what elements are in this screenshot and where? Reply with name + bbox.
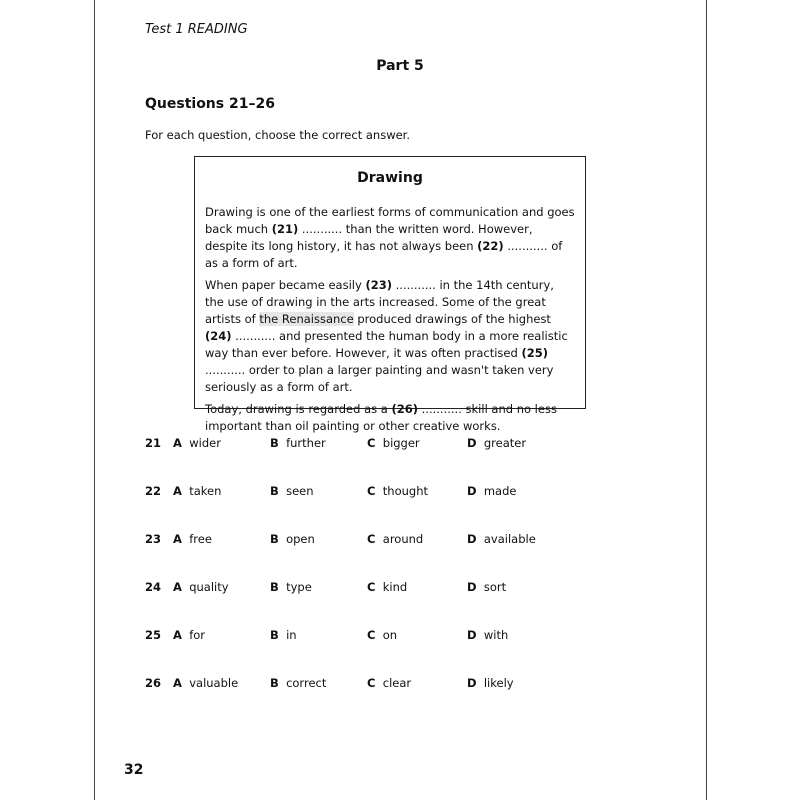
option-text: thought [382,484,428,498]
option-letter: D [467,436,477,450]
passage-text: ........... skill and no less important than oil painting or other creative works. [205,402,557,433]
question-number: 22 [145,484,162,498]
answer-option[interactable] [173,436,221,450]
part-title: Part 5 [376,58,424,74]
passage-text: Drawing is one of the earliest forms of communication and goes back much [205,205,575,236]
question-row [0,436,800,454]
question-row [0,628,800,646]
questions-title: Questions 21–26 [145,96,275,112]
option-text: further [286,436,326,450]
option-letter: D [467,484,477,498]
option-text: kind [382,580,408,594]
highlighted-text: the Renaissance [259,312,354,326]
gap-number: (24) [205,329,232,343]
option-letter: C [367,436,376,450]
option-text: on [382,628,398,642]
answer-option[interactable] [173,676,238,690]
option-text: valuable [189,676,239,690]
answer-option[interactable] [467,436,526,450]
answer-option[interactable] [173,484,221,498]
answer-option[interactable] [467,532,536,546]
answer-option[interactable] [367,628,397,642]
answer-option[interactable] [467,676,514,690]
answer-option[interactable] [367,580,407,594]
passage-text: ........... in the 14th century, the use of drawing in the arts increased. Some of the great artists of [205,278,554,326]
answer-option[interactable] [270,436,326,450]
question-row [0,676,800,694]
answer-option[interactable] [367,436,420,450]
option-text: available [483,532,536,546]
passage-paragraph [205,204,575,272]
option-text: type [286,580,312,594]
answer-option[interactable] [467,628,508,642]
option-text: correct [286,676,327,690]
page-number: 32 [124,762,144,778]
gap-number: (26) [391,402,418,416]
instruction-text: For each question, choose the correct answer. [145,128,410,142]
option-letter: C [367,484,376,498]
answer-option[interactable] [270,484,314,498]
option-letter: B [270,628,279,642]
option-text: with [483,628,509,642]
option-text: seen [286,484,314,498]
answer-option[interactable] [270,628,297,642]
option-text: open [286,532,315,546]
question-row [0,580,800,598]
passage-paragraph [205,277,575,396]
option-letter: B [270,484,279,498]
gap-number: (21) [271,222,299,236]
option-letter: C [367,628,376,642]
passage-title: Drawing [357,170,423,186]
question-number: 26 [145,676,162,690]
answer-option[interactable] [173,628,205,642]
passage-text: ........... order to plan a larger painting and wasn't taken very seriously as a form of art. [205,363,554,394]
option-text: for [189,628,206,642]
gap-number: (25) [521,346,548,360]
option-text: bigger [382,436,420,450]
option-text: sort [483,580,507,594]
option-letter: C [367,676,376,690]
gap-number: (22) [477,239,504,253]
answer-option[interactable] [367,532,423,546]
option-letter: D [467,580,477,594]
answer-option[interactable] [270,532,315,546]
reading-passage-box [194,156,586,433]
option-text: in [286,628,297,642]
option-text: around [382,532,424,546]
answer-option[interactable] [173,580,229,594]
option-text: clear [382,676,412,690]
gap-number: (23) [365,278,392,292]
option-letter: A [173,484,182,498]
passage-text: When paper became easily [205,278,366,292]
option-letter: A [173,580,182,594]
option-letter: D [467,628,477,642]
option-text: free [189,532,212,546]
option-letter: B [270,676,279,690]
answer-option[interactable] [270,580,312,594]
answer-option[interactable] [467,484,516,498]
option-letter: B [270,436,279,450]
option-letter: A [173,532,182,546]
option-letter: C [367,580,376,594]
question-number: 21 [145,436,162,450]
option-text: taken [189,484,222,498]
option-text: quality [189,580,229,594]
option-letter: A [173,628,182,642]
question-number: 23 [145,532,162,546]
option-text: greater [483,436,527,450]
option-letter: A [173,676,182,690]
question-row [0,532,800,550]
option-text: likely [483,676,514,690]
option-letter: D [467,676,477,690]
question-number: 24 [145,580,162,594]
question-number: 25 [145,628,162,642]
option-letter: A [173,436,182,450]
option-text: wider [189,436,221,450]
answer-option[interactable] [270,676,326,690]
page-header: Test 1 READING [145,22,248,37]
passage-text: ........... of as a form of art. [205,239,563,270]
option-letter: B [270,532,279,546]
answer-option[interactable] [173,532,212,546]
passage-text: ........... than the written word. However, despite its long history, it has not always been [205,222,533,253]
option-letter: C [367,532,376,546]
passage-text: ........... and presented the human body in a more realistic way than ever before. However, it was often practised [205,329,568,360]
passage-text: produced drawings of the highest [353,312,551,326]
option-text: made [483,484,517,498]
option-letter: D [467,532,477,546]
question-row [0,484,800,502]
answer-option[interactable] [367,676,411,690]
passage-text: Today, drawing is regarded as a [205,402,392,416]
answer-option[interactable] [367,484,428,498]
option-letter: B [270,580,279,594]
passage-paragraph [205,401,575,435]
answer-option[interactable] [467,580,506,594]
